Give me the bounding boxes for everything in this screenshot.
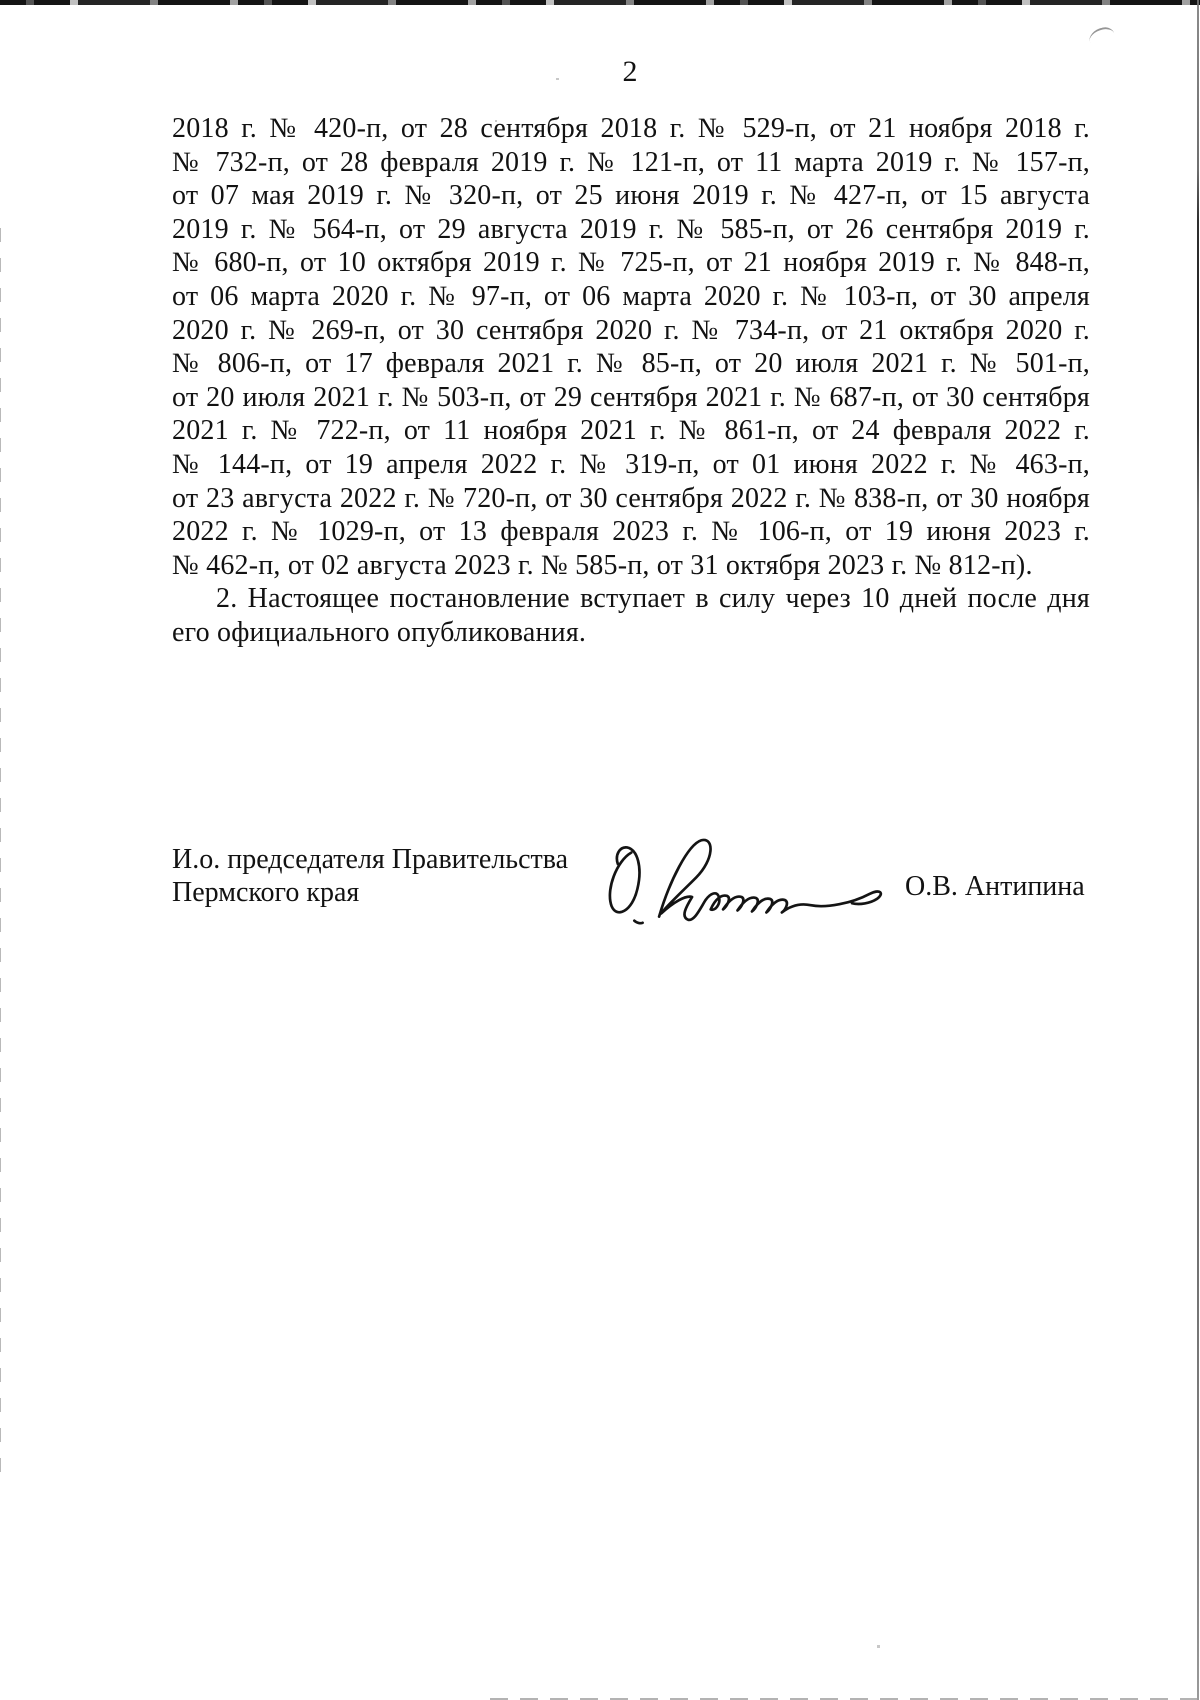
signatory-title <box>172 843 568 909</box>
signatory-title-line: И.о. председателя Правительства <box>172 844 569 875</box>
body-line: от 06 марта 2020 г. № 97-п, от 06 марта 2020 г. № 103-п, от 30 апреля <box>172 280 1090 312</box>
scan-artifact-right-edge <box>1197 0 1199 1700</box>
body-line: 2018 г. № 420-п, от 28 сентября 2018 г. № 529-п, от 21 ноября 2018 г. <box>172 113 1090 144</box>
paragraph-2-line: его официального опубликования. <box>172 616 587 648</box>
body-line: 2021 г. № 722-п, от 11 ноября 2021 г. № 861-п, от 24 февраля 2022 г. <box>172 415 1090 447</box>
body-text <box>172 112 1090 650</box>
signatory-name: О.В. Антипина <box>905 871 1085 902</box>
page-number: 2 <box>622 55 638 88</box>
body-line: № 732-п, от 28 февраля 2019 г. № 121-п, от 11 марта 2019 г. № 157-п, <box>172 146 1090 178</box>
body-line: № 806-п, от 17 февраля 2021 г. № 85-п, от 20 июля 2021 г. № 501-п, <box>172 348 1090 380</box>
body-line: 2019 г. № 564-п, от 29 августа 2019 г. № 585-п, от 26 сентября 2019 г. <box>172 213 1090 245</box>
scan-artifact-mark <box>1087 25 1115 42</box>
scan-speck <box>877 1645 880 1648</box>
scan-artifact-top-edge <box>0 0 1200 5</box>
handwritten-signature-icon <box>598 832 910 930</box>
scan-artifact-left-edge <box>0 228 1 1478</box>
body-line: № 462-п, от 02 августа 2023 г. № 585-п, от 31 октября 2023 г. № 812-п). <box>172 549 1033 581</box>
body-line: от 20 июля 2021 г. № 503-п, от 29 сентября 2021 г. № 687-п, от 30 сентября <box>172 381 1090 413</box>
body-line: 2020 г. № 269-п, от 30 сентября 2020 г. № 734-п, от 21 октября 2020 г. <box>172 314 1090 346</box>
body-line: от 07 мая 2019 г. № 320-п, от 25 июня 2019 г. № 427-п, от 15 августа <box>172 180 1090 212</box>
paragraph-2-line: 2. Настоящее постановление вступает в силу через 10 дней после дня <box>216 583 1090 615</box>
body-line: № 144-п, от 19 апреля 2022 г. № 319-п, от 01 июня 2022 г. № 463-п, <box>172 448 1090 480</box>
body-line: № 680-п, от 10 октября 2019 г. № 725-п, от 21 ноября 2019 г. № 848-п, <box>172 247 1090 279</box>
body-line: 2022 г. № 1029-п, от 13 февраля 2023 г. № 106-п, от 19 июня 2023 г. <box>172 516 1090 548</box>
body-line: от 23 августа 2022 г. № 720-п, от 30 сентября 2022 г. № 838-п, от 30 ноября <box>172 482 1090 514</box>
signatory-title-line: Пермского края <box>172 877 360 908</box>
